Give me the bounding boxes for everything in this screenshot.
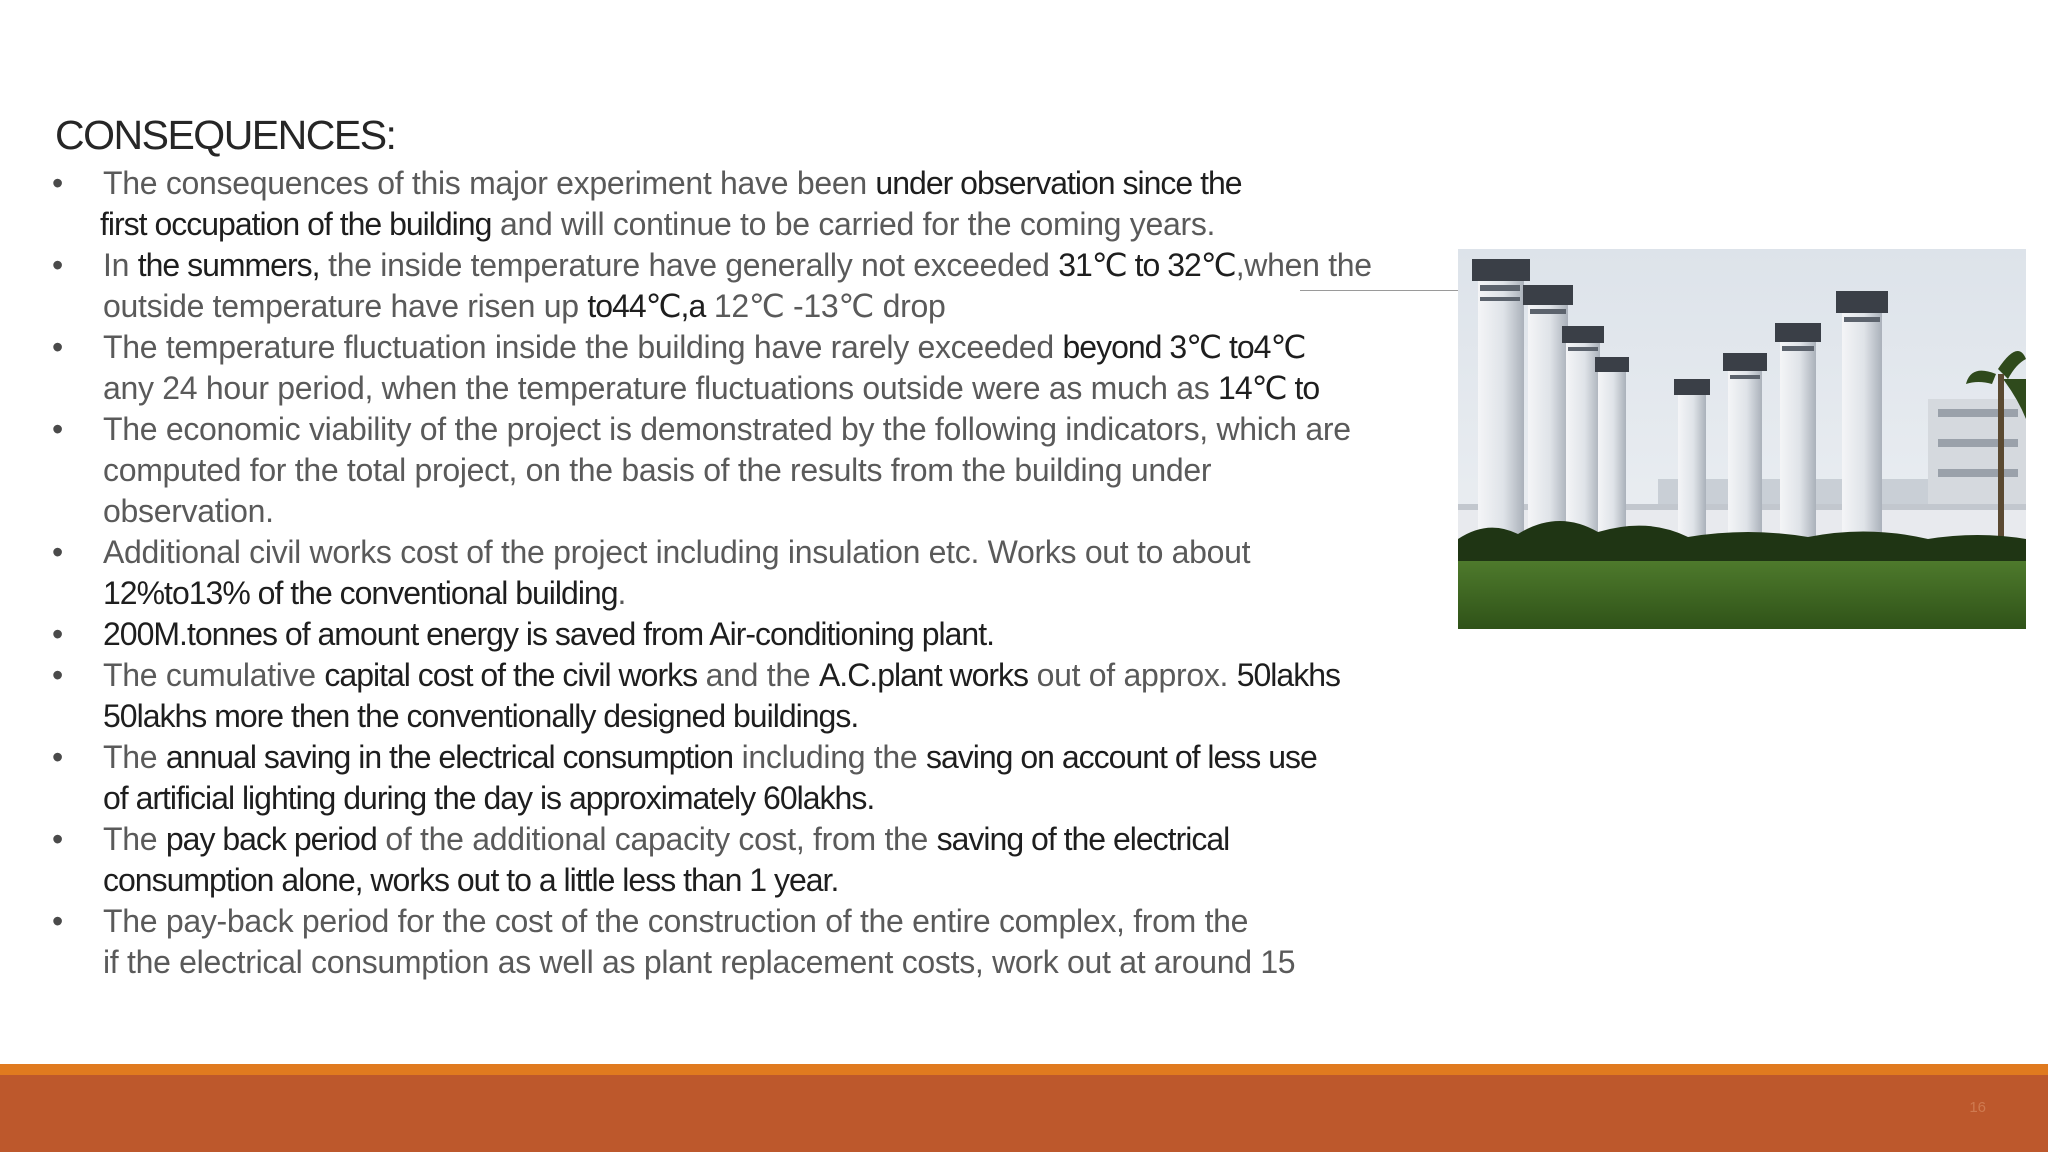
bullet-line bbox=[103, 245, 1450, 286]
bullet-line bbox=[103, 286, 1450, 327]
bold-text: 12%to13% of the conventional building bbox=[103, 575, 618, 611]
body-text: computed for the total project, on the basis of the results from the building under bbox=[103, 452, 1212, 488]
bullet-line bbox=[103, 532, 1450, 573]
bullet-item bbox=[50, 327, 1450, 409]
body-text: In bbox=[103, 247, 138, 283]
body-text: ,when the bbox=[1235, 247, 1372, 283]
bullet-item bbox=[50, 409, 1450, 532]
body-text: outside temperature have risen up bbox=[103, 288, 588, 324]
bullet-line bbox=[103, 491, 1450, 532]
body-text: The consequences of this major experiment have been bbox=[103, 165, 876, 201]
bullet-item bbox=[50, 737, 1450, 819]
footer-band bbox=[0, 1075, 2048, 1152]
bullet-item bbox=[50, 163, 1450, 245]
bullet-line bbox=[103, 860, 1450, 901]
slide-title: CONSEQUENCES: bbox=[55, 112, 396, 158]
bullet-line bbox=[103, 163, 1450, 204]
bold-text: first occupation of the building bbox=[100, 206, 492, 242]
bold-text: saving of the electrical bbox=[936, 821, 1230, 857]
body-text: and the bbox=[697, 657, 819, 693]
building-photo bbox=[1458, 249, 2026, 629]
bullet-item bbox=[50, 614, 1450, 655]
bold-text: the summers, bbox=[137, 247, 320, 283]
body-text: out of approx. bbox=[1028, 657, 1237, 693]
bullet-line bbox=[100, 204, 1450, 245]
body-text: and will continue to be carried for the coming years. bbox=[491, 206, 1216, 242]
bold-text: 50lakhs bbox=[1236, 657, 1340, 693]
bullet-line bbox=[103, 368, 1450, 409]
bullet-item bbox=[50, 655, 1450, 737]
bullet-list bbox=[50, 163, 1450, 983]
bullet-line bbox=[103, 614, 1450, 655]
bullet-line bbox=[103, 942, 1450, 983]
bullet-item bbox=[50, 245, 1450, 327]
body-text: of the additional capacity cost, from the bbox=[376, 821, 937, 857]
body-text: The economic viability of the project is demonstrated by the following indicators, which are bbox=[103, 411, 1351, 447]
bold-text: saving on account of less use bbox=[925, 739, 1317, 775]
bullet-item bbox=[50, 901, 1450, 983]
body-text: if the electrical consumption as well as plant replacement costs, work out at around 15 bbox=[103, 944, 1296, 980]
body-text: The cumulative bbox=[103, 657, 325, 693]
bold-text: 14℃ to bbox=[1218, 370, 1320, 406]
body-text: observation. bbox=[103, 493, 274, 529]
bold-text: pay back period bbox=[165, 821, 377, 857]
bold-text: 31℃ to 32℃ bbox=[1058, 247, 1236, 283]
bullet-line bbox=[103, 573, 1450, 614]
bold-text: capital cost of the civil works bbox=[324, 657, 698, 693]
bullet-line bbox=[103, 450, 1450, 491]
body-text: The bbox=[103, 739, 166, 775]
bullet-line bbox=[103, 655, 1450, 696]
bullet-line bbox=[103, 696, 1450, 737]
bullet-line bbox=[103, 819, 1450, 860]
bullet-line bbox=[103, 737, 1450, 778]
bullet-line bbox=[103, 327, 1450, 368]
body-text: The pay-back period for the cost of the construction of the entire complex, from the bbox=[103, 903, 1249, 939]
bold-text: annual saving in the electrical consumption bbox=[165, 739, 733, 775]
bold-text: A.C.plant works bbox=[818, 657, 1029, 693]
body-text: including the bbox=[732, 739, 926, 775]
bullet-item bbox=[50, 532, 1450, 614]
bullet-item bbox=[50, 819, 1450, 901]
page-number: 16 bbox=[1969, 1099, 1986, 1116]
bold-text: consumption alone, works out to a little less than 1 year. bbox=[103, 862, 839, 898]
footer-accent-stripe bbox=[0, 1064, 2048, 1075]
body-text: any 24 hour period, when the temperature fluctuations outside were as much as bbox=[103, 370, 1219, 406]
body-text: The bbox=[103, 821, 166, 857]
bullet-line bbox=[103, 901, 1450, 942]
body-text: Additional civil works cost of the project including insulation etc. Works out to about bbox=[103, 534, 1251, 570]
body-text: . bbox=[617, 575, 627, 611]
bold-text: to44℃,a bbox=[587, 288, 706, 324]
bullet-line bbox=[103, 409, 1450, 450]
bullet-line bbox=[103, 778, 1450, 819]
body-text: the inside temperature have generally not exceeded bbox=[319, 247, 1059, 283]
bold-text: of artificial lighting during the day is approximately 60lakhs. bbox=[103, 780, 875, 816]
body-text: The temperature fluctuation inside the building have rarely exceeded bbox=[103, 329, 1063, 365]
bold-text: 200M.tonnes of amount energy is saved from Air-conditioning plant. bbox=[103, 616, 994, 652]
bold-text: 50lakhs more then the conventionally designed buildings. bbox=[103, 698, 859, 734]
divider-line bbox=[1300, 290, 1460, 291]
body-text: 12℃ -13℃ drop bbox=[705, 288, 946, 324]
bold-text: under observation since the bbox=[875, 165, 1242, 201]
bold-text: beyond 3℃ to4℃ bbox=[1062, 329, 1306, 365]
